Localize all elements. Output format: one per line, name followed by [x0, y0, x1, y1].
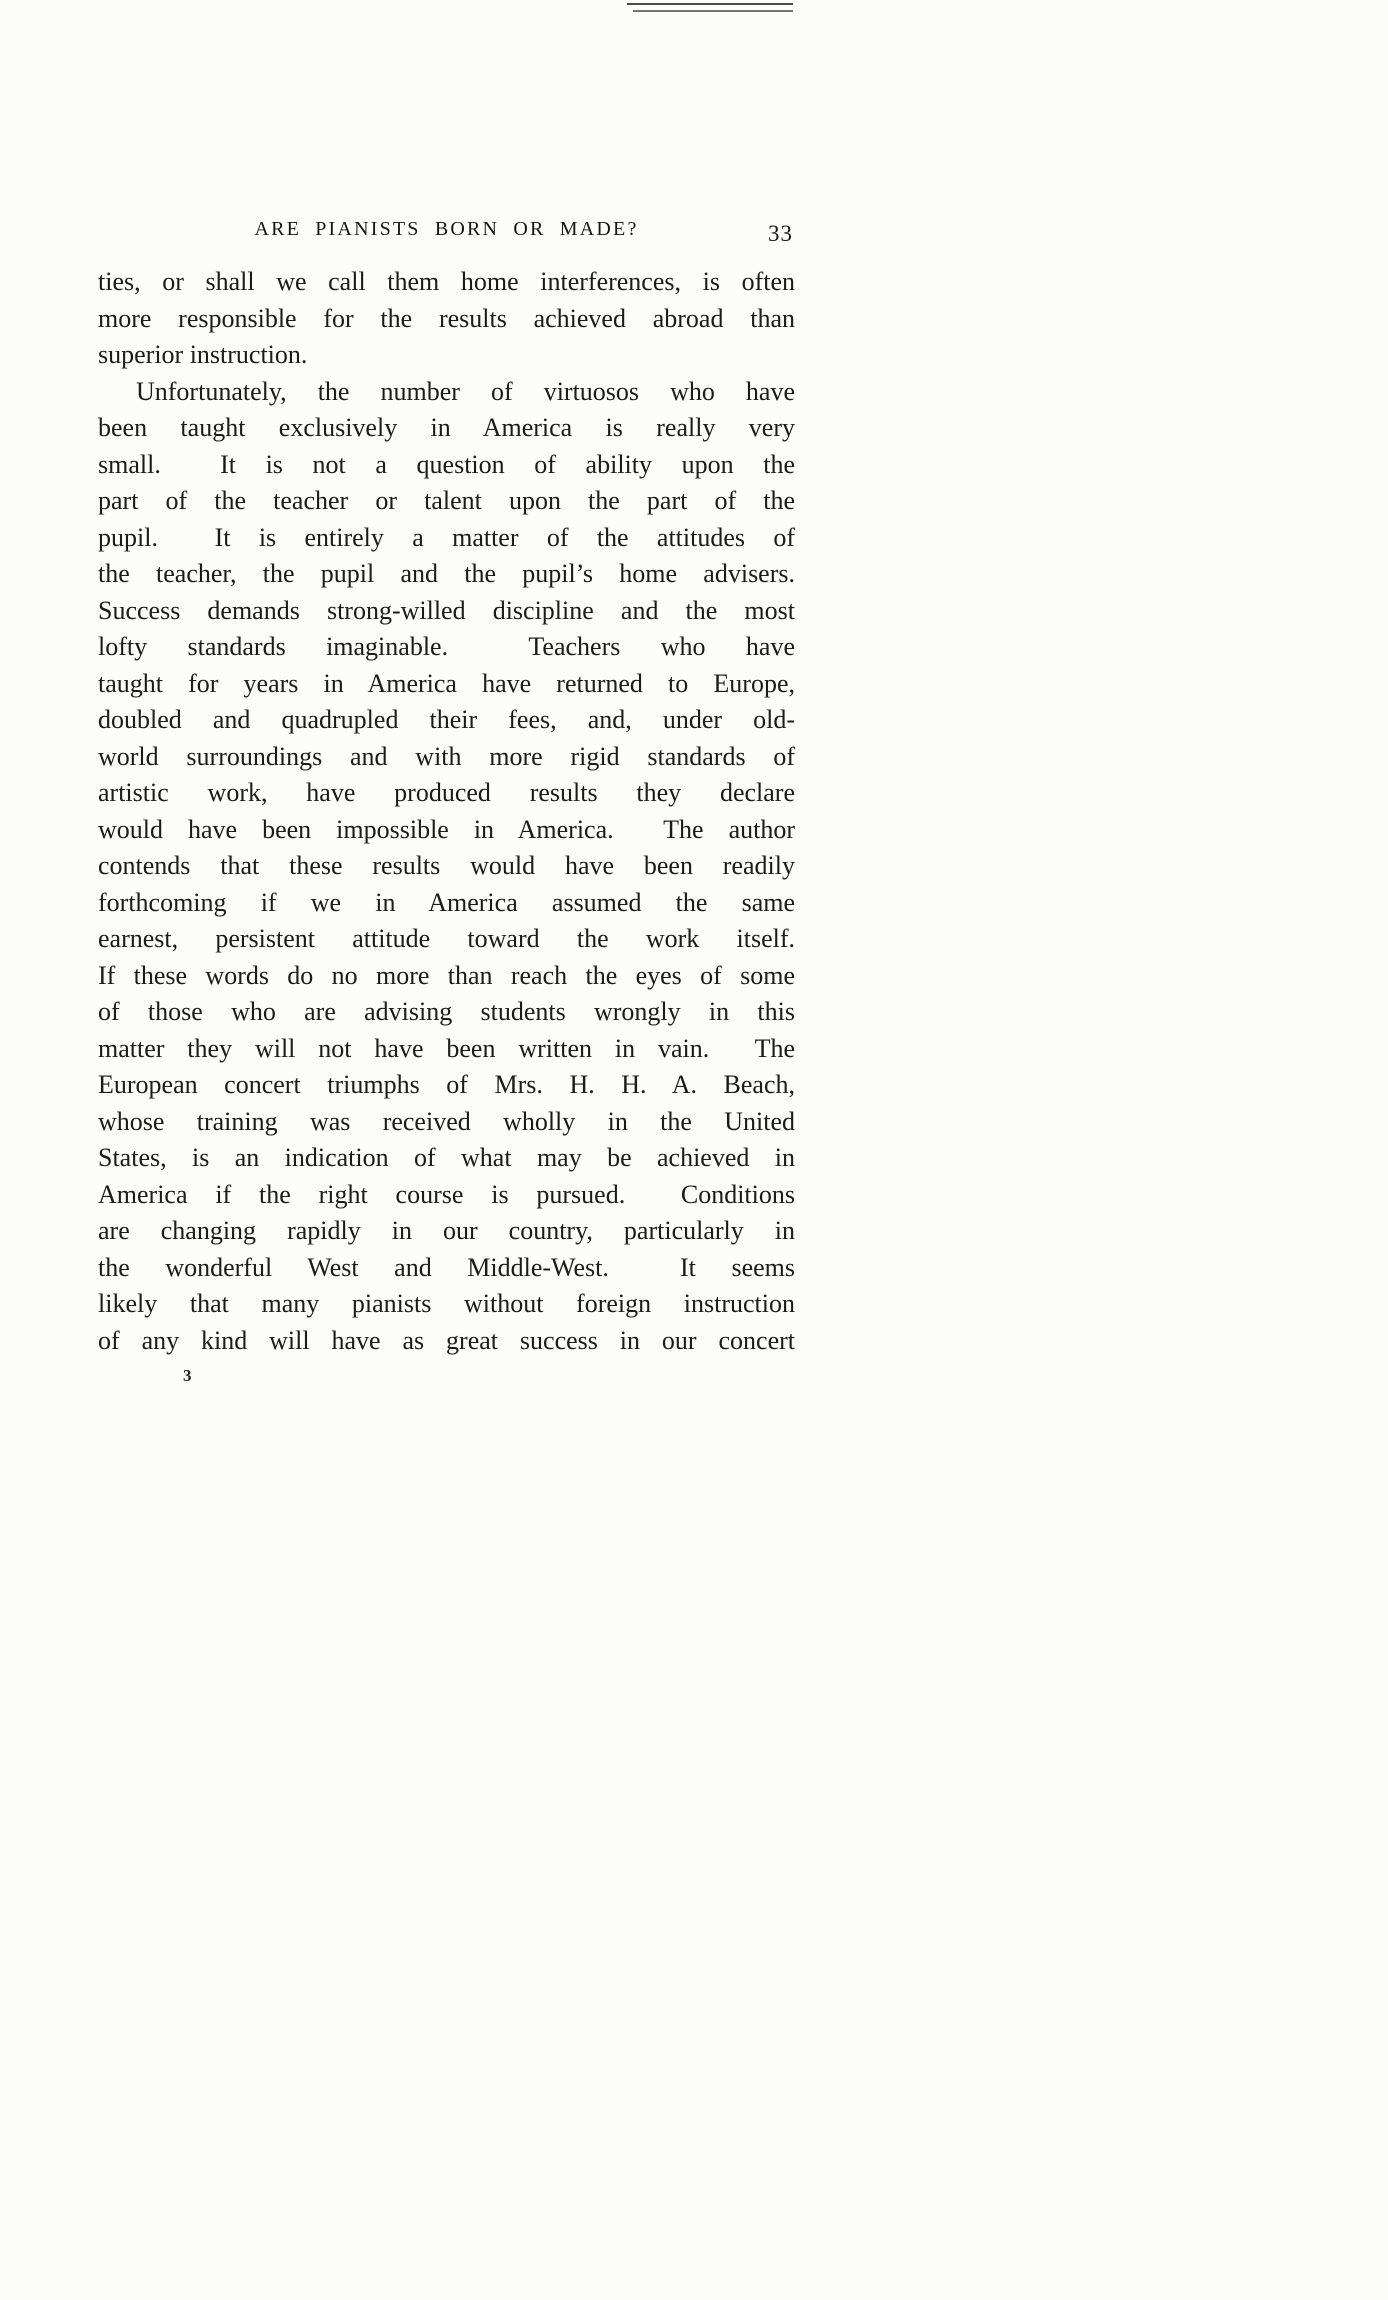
text-line: of those who are advising students wrongly in this: [98, 997, 795, 1026]
text-line: forthcoming if we in America assumed the same: [98, 887, 795, 917]
scan-artifact-line: [627, 3, 793, 5]
text-line: America if the right course is pursued. Conditions: [98, 1179, 795, 1209]
text-line: If these words do no more than reach the eyes of some: [98, 960, 795, 990]
text-line: the teacher, the pupil and the pupil’s home advisers.: [98, 559, 795, 588]
text-line: lofty standards imaginable. Teachers who have: [98, 632, 795, 661]
text-line: Success demands strong-willed discipline and the most: [98, 595, 795, 625]
page-header: [98, 218, 795, 250]
text-line: more responsible for the results achieved abroad than: [98, 303, 795, 333]
running-head: ARE PIANISTS BORN OR MADE?: [254, 218, 639, 240]
text-line: small. It is not a question of ability upon the: [98, 449, 795, 479]
page-number: 33: [768, 221, 793, 246]
text-line: part of the teacher or talent upon the part of the: [98, 486, 795, 515]
text-line: whose training was received wholly in the United: [98, 1106, 795, 1136]
text-line: been taught exclusively in America is really very: [98, 413, 795, 442]
scan-artifact-line: [633, 10, 793, 12]
text-line: Unfortunately, the number of virtuosos who have: [136, 376, 795, 406]
text-line: contends that these results would have been readily: [98, 851, 795, 880]
text-line: likely that many pianists without foreign instruction: [98, 1289, 795, 1318]
text-line: European concert triumphs of Mrs. H. H. A. Beach,: [98, 1070, 795, 1099]
text-line: would have been impossible in America. The author: [98, 814, 795, 844]
text-line: are changing rapidly in our country, particularly in: [98, 1216, 795, 1245]
text-line: earnest, persistent attitude toward the work itself.: [98, 924, 795, 953]
page-body: [98, 264, 795, 1359]
signature-mark: 3: [183, 1366, 192, 1385]
text-line: ties, or shall we call them home interferences, is often: [98, 267, 795, 296]
text-line: world surroundings and with more rigid standards of: [98, 741, 795, 771]
text-line: States, is an indication of what may be achieved in: [98, 1143, 795, 1172]
text-line: taught for years in America have returned to Europe,: [98, 668, 795, 698]
text-line: of any kind will have as great success in our concert: [98, 1325, 795, 1355]
text-line: matter they will not have been written in vain. The: [98, 1033, 795, 1063]
text-line: superior instruction.: [98, 340, 308, 369]
text-line: artistic work, have produced results they declare: [98, 778, 795, 807]
text-line: the wonderful West and Middle-West. It seems: [98, 1252, 795, 1282]
text-line: doubled and quadrupled their fees, and, under old-: [98, 705, 795, 734]
text-line: pupil. It is entirely a matter of the attitudes of: [98, 522, 795, 552]
